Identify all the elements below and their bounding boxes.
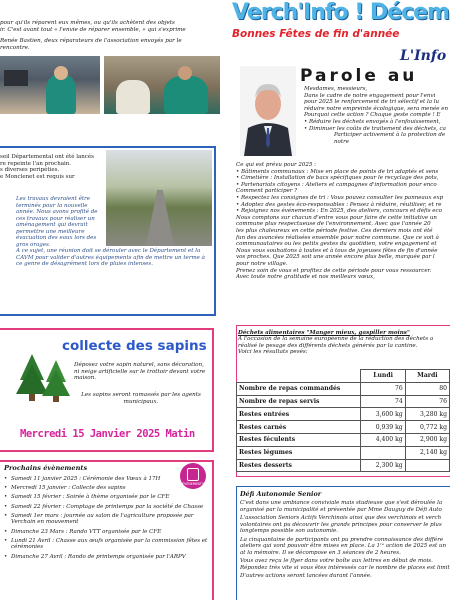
table-row: Nombre de repas servis 74 76 <box>237 395 450 408</box>
table-row: Restes légumes 2,140 kg <box>237 446 450 459</box>
road-photo <box>106 150 212 246</box>
travaux-text: Les travaux devraient être terminés pour la nouvelle année. Nous avons profité de ces travaux pour réaliser un aménagement qui devrait permettre une meilleure évacuation des eaux lors des gros orages. <box>16 196 98 248</box>
table-row: Restes entrées 3,600 kg 3,280 kg <box>237 408 450 421</box>
info-label: L'Info <box>400 48 447 64</box>
events-title: Prochains évènements <box>4 464 88 472</box>
dechets-intro: A l'occasion de la semaine européenne de la réduction des déchets a réalisé le pesage des différents déchets générés par la cantine. <box>238 336 434 349</box>
event-item: • Dimanche 27 Avril : Rando de printemps organisée par l'ARPV <box>4 554 208 561</box>
event-item: • Dimanche 23 Mars : Rando VTT organisée par le CFE <box>4 529 208 536</box>
departement-text: seil Départemental ont été lancés re repeinte l'an prochain. s diverses peripéties. e Monclenet est requis sur <box>0 154 94 180</box>
newsletter-subtitle: Bonnes Fêtes de fin d'année <box>232 28 400 40</box>
repair-photo-2 <box>104 56 220 114</box>
events-list <box>4 476 208 563</box>
newsletter-title: Verch'Info ! Décem <box>232 0 449 25</box>
repair-cafe-photos <box>0 56 220 114</box>
sapins-title: collecte des sapins <box>62 338 207 354</box>
reunion-text: A ce sujet, une réunion doit se dérouler avec le Département et la CAVM pour valider d'autres équipements afin de mettre un terme à ce genre de désagrément lors de pluies intenses. <box>16 248 205 267</box>
mayor-letter-body: Ce qui est prévu pour 2025 : • Bâtiments communaux : Mise en place de points de tri adaptés et sens • Cimetière : Installation de bacs spécifiques pour le recyclage des pots, • Partenariats citoyens : Ateliers et campagnes d'information pour enco Comment participer ? • Respectez les consignes de tri : Vous pouvez consulter les panneaux exp • Adoptez des gestes éco-responsables : Pensez à réduire, réutiliser, et re • Rejoignez nos événements : En 2025, des ateliers, concours et défis eco Nous comptons sur chacun d'entre vous pour faire de cette initiative un commune plus respectueuse de l'environnement. Avec que l'année 20 les plus chaleureux en cette période festive. Ces derniers mois ont été fun des avancées réalisées ensemble pour notre commune. Que ce soit à communautaires ou les petits gestes du quotidien, votre engagement et Nous vous souhaitons à toutes et à tous de joyeuses fêtes de fin d'année vos proches. Que 2025 soit une année encore plus belle, marquée par l pour notre village. Prenez soin de vous et profitez de cette période pour vous ressourcer. Avec toute notre gratitude et nos meilleurs vœux, <box>236 162 444 281</box>
sapins-instructions: Déposez votre sapin naturel, sans décoration, ni neige artificielle sur le trottoir devant votre maison. <box>74 362 206 382</box>
event-item: • Samedi 1er mars : journée au salon de l'agriculture proposée par Verchain en mouvement <box>4 513 208 526</box>
event-item: • Samedi 15 février : Soirée à thème organisée par le CFE <box>4 494 208 501</box>
parole-heading: Parole au <box>300 66 418 86</box>
event-item: • Samedi 11 janvier 2025 : Cérémonie des Vœux à 17H <box>4 476 208 483</box>
dechets-table <box>236 369 450 472</box>
dechets-title: Déchets alimentaires "Manger mieux, gaspiller moins" <box>238 330 410 336</box>
table-header-row <box>237 370 450 383</box>
table-row: Restes carnés 0,939 kg 0,772 kg <box>237 421 450 434</box>
repair-caption: pour qu'ils réparent eux mêmes, ou qu'ils achètent des objets ir. C'est avant tout « l'envie de réparer ensemble, » qui s'exprime Renée Bastien, deux réparateurs de l'association envoyés par le rencontre. <box>0 20 186 51</box>
column-header: Lundi <box>361 370 405 383</box>
table-row: Restes féculents 4,400 kg 2,900 kg <box>237 433 450 446</box>
table-row: Restes desserts 2,300 kg <box>237 459 450 472</box>
event-item: • Mercredi 15 janvier : Collecte des sapins <box>4 485 208 492</box>
event-item: • Samedi 22 février : Comptage de printemps par la société de Chasse <box>4 504 208 511</box>
mayor-letter-intro: Mesdames, messieurs, Dans le cadre de notre engagement pour l'envi pour 2025 le renforcement de tri sélectif et la lu réduire notre empreinte écologique, sera menée en Pourquoi cette action ? Chaque geste compte ! E • Réduire les déchets envoyés à l'enfouissement, • Diminuer les coûts de traitement des déchets, ca Participer activement à la protection de notre <box>304 86 449 145</box>
table-row: Nombre de repas commandés 76 80 <box>237 382 450 395</box>
sapins-date: Mercredi 15 Janvier 2025 Matin <box>20 428 195 440</box>
sapins-note: Les sapins seront ramassés par les agents municipaux. <box>81 392 201 405</box>
event-item: • Lundi 21 Avril : Chasse aux œufs organisée par la commission fêtes et cérémonies <box>4 538 208 551</box>
column-header: Mardi <box>405 370 449 383</box>
defi-text: C'est dans une ambiance conviviale mais studieuse que s'est déroulée la organisé par la municipalité et présentée par Mme Dauguy de Défi Auto L'association Seniors Actifs Verchinois ainsi que des verchinois et verch volontaires ont pu découvrir les grands principes pour conserver le plus longtemps possible son autonomie. La cinquantaine de participants ont pu prendre connaissance des différe ateliers qui vont pouvoir être mises en place. La 1ʳᵉ action de 2025 est un at la mémoire. Il se décompose en 3 séances de 2 heures. Vous avez reçu le flyer dans votre boîte aux lettres en début de mois. Répondez très vite si vous êtes intéressés car le nombre de places est limit D'autres actions seront lancées durant l'année. <box>240 500 450 579</box>
repair-photo-1 <box>0 56 100 114</box>
defi-title: Défi Autonomie Senior <box>240 490 322 498</box>
fir-trees-icon <box>14 350 72 402</box>
mayor-portrait <box>240 66 296 156</box>
dechets-header <box>238 330 450 356</box>
events-badge-icon: ÉVÈNEMENTS <box>180 463 206 489</box>
dechets-results-label: Voici les résultats pesés: <box>238 349 308 356</box>
